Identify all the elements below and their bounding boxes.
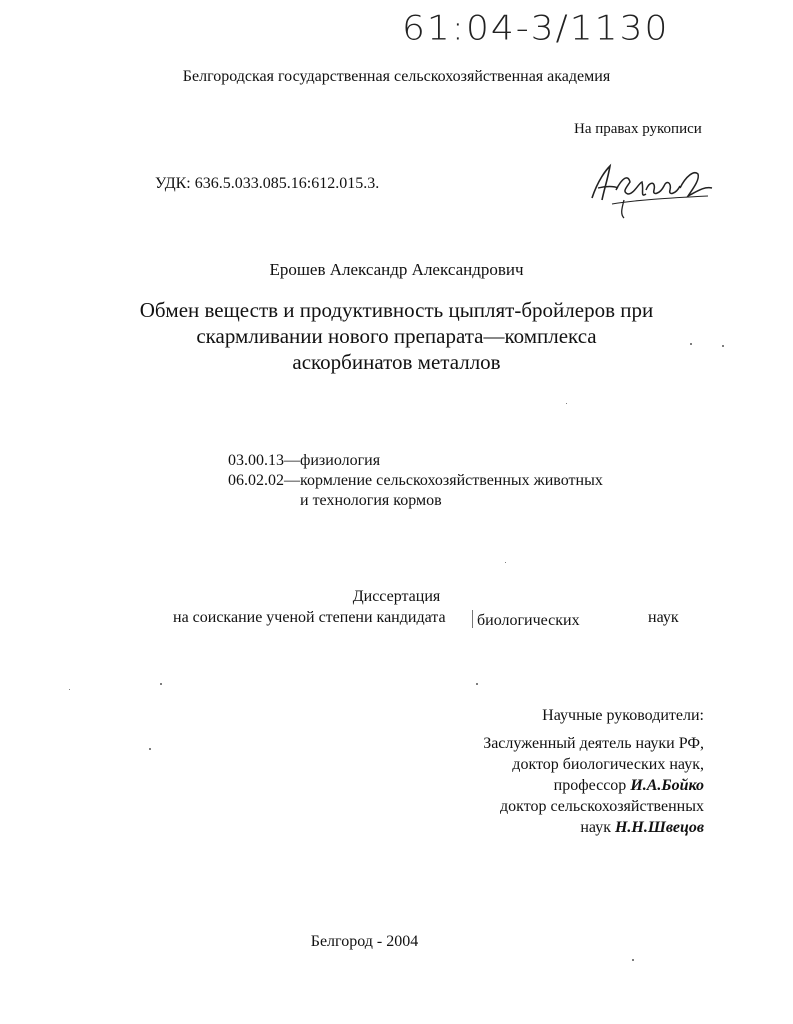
supervisor-1-honorific: Заслуженный деятель науки РФ, [483,735,704,752]
degree-suffix: наук [648,609,679,626]
degree-prefix: на соискание ученой степени кандидата [173,609,446,626]
author-signature [588,160,718,220]
scan-speck [690,343,692,345]
work-type: Диссертация [352,588,441,605]
udc-code: УДК: 636.5.033.085.16:612.015.3. [155,175,380,192]
supervisor-2-title: наук [580,819,615,836]
supervisor-1-degree: доктор биологических наук, [512,756,704,773]
institution-name: Белгородская государственная сельскохозяйственная академия [182,68,611,85]
scan-speck [69,689,70,690]
scan-speck [566,403,567,404]
scan-speck [722,345,724,347]
dissertation-title-line-1: Обмен веществ и продуктивность цыплят-бройлеров при [139,298,654,322]
archive-number-handwritten: 61:04-3/1130 [402,9,670,48]
dissertation-title-line-3: аскорбинатов металлов [292,350,501,374]
scan-speck [149,748,151,750]
supervisor-1-line [400,777,704,795]
specialty-feed-technology: и технология кормов [300,492,442,509]
scan-speck [476,683,478,685]
city-year: Белгород - 2004 [310,933,419,950]
scan-speck [632,959,634,961]
degree-field-box-edge [472,610,473,628]
supervisor-2-line [400,819,704,837]
specialty-physiology: 03.00.13—физиология [228,452,381,469]
supervisor-1-name: И.А.Бойко [630,777,704,794]
author-name: Ерошев Александр Александрович [269,260,524,279]
supervisors-heading: Научные руководители: [542,707,704,724]
manuscript-rights-note: На правах рукописи [574,121,702,137]
specialty-animal-feeding: 06.02.02—кормление сельскохозяйственных животных [228,472,603,489]
degree-field: биологических [477,612,580,629]
scan-speck [160,683,162,685]
scan-speck [505,562,506,563]
supervisor-2-name: Н.Н.Швецов [614,819,704,836]
dissertation-title-line-2: скармливании нового препарата—комплекса [196,324,597,348]
supervisor-2-degree: доктор сельскохозяйственных [500,798,704,815]
supervisor-1-title: профессор [553,777,631,794]
